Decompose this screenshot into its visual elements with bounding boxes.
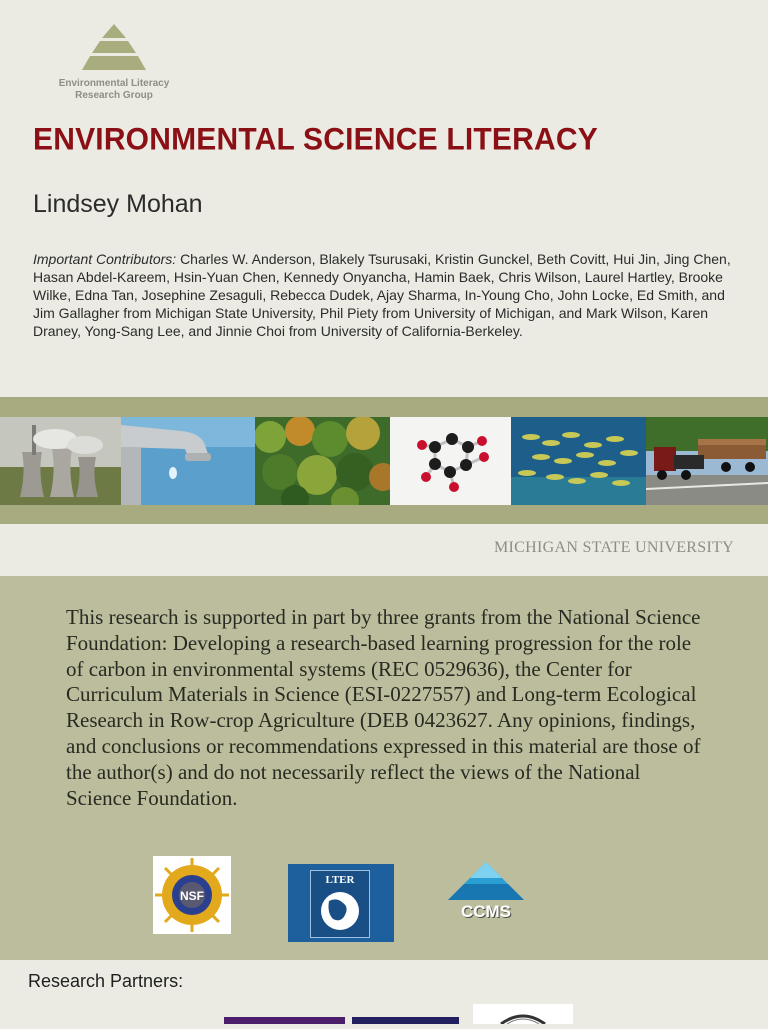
research-partners-label: Research Partners: [28, 971, 184, 991]
partner-logo-2 [352, 1017, 459, 1024]
page-title: ENVIRONMENTAL SCIENCE LITERACY [33, 122, 598, 157]
grant-acknowledgement: This research is supported in part by three grants from the National Science Foundation: Developing a research-based learning progression for the role of carbon in environmental systems (REC 0529636), the Center for Curriculum Materials in Science (ESI-0227557) and Long-term Ecological Research in Row-crop Agriculture (DEB 0423627. Any opinions, findings, and conclusions or recommendations expressed in this material are those of the author(s) and do not necessarily reflect the views of the National Science Foundation. [66, 605, 701, 810]
photo-strip [0, 417, 768, 505]
pyramid-logo-icon [70, 22, 158, 72]
photo-strip-top-band [0, 397, 768, 417]
fish-school-photo [511, 417, 646, 505]
lter-logo [288, 864, 394, 942]
ccms-logo [444, 860, 528, 924]
nsf-logo [153, 856, 231, 934]
partner-logo-1 [224, 1017, 345, 1024]
forest-photo [255, 417, 390, 505]
faucet-photo [121, 417, 255, 505]
author-name: Lindsey Mohan [33, 190, 203, 218]
contributors-label: Important Contributors: [33, 251, 177, 267]
photo-strip-bottom-band [0, 505, 768, 524]
ccms-mountain-icon [444, 860, 528, 902]
nsf-logo-text: NSF [180, 889, 204, 903]
lter-globe-icon [319, 889, 361, 933]
partner-logo-3 [473, 1004, 573, 1024]
university-name: MICHIGAN STATE UNIVERSITY [494, 539, 734, 556]
power-plant-photo [0, 417, 121, 505]
molecule-photo [390, 417, 511, 505]
nsf-seal-icon [153, 856, 231, 934]
partner-seal-icon [473, 1004, 573, 1024]
logo-text-line1: Environmental Literacy [58, 78, 170, 89]
logging-truck-photo [646, 417, 768, 505]
contributors-paragraph [33, 250, 733, 340]
lter-logo-text: LTER [325, 874, 355, 886]
ccms-logo-text: CCMS [460, 902, 512, 921]
lter-badge [310, 870, 370, 938]
logo-text-line2: Research Group [75, 90, 153, 101]
contributors-text: Charles W. Anderson, Blakely Tsurusaki, Kristin Gunckel, Beth Covitt, Hui Jin, Jing Chen, Hasan Abdel-Kareem, Hsin-Yuan Chen, Kennedy Onyancha, Hamin Baek, Chris Wilson, Laurel Hartley, Brooke Wilke, Edna Tan, Josephine Zesaguli, Rebecca Dudek, Ajay Sharma, In-Young Cho, John Locke, Ed Smith, and Jim Gallagher from Michigan State University, Phil Piety from University of Michigan, and Mark Wilson, Karen Draney, Yong-Sang Lee, and Jinnie Choi from University of California-Berkeley. [33, 251, 731, 339]
elrg-logo [50, 22, 178, 104]
